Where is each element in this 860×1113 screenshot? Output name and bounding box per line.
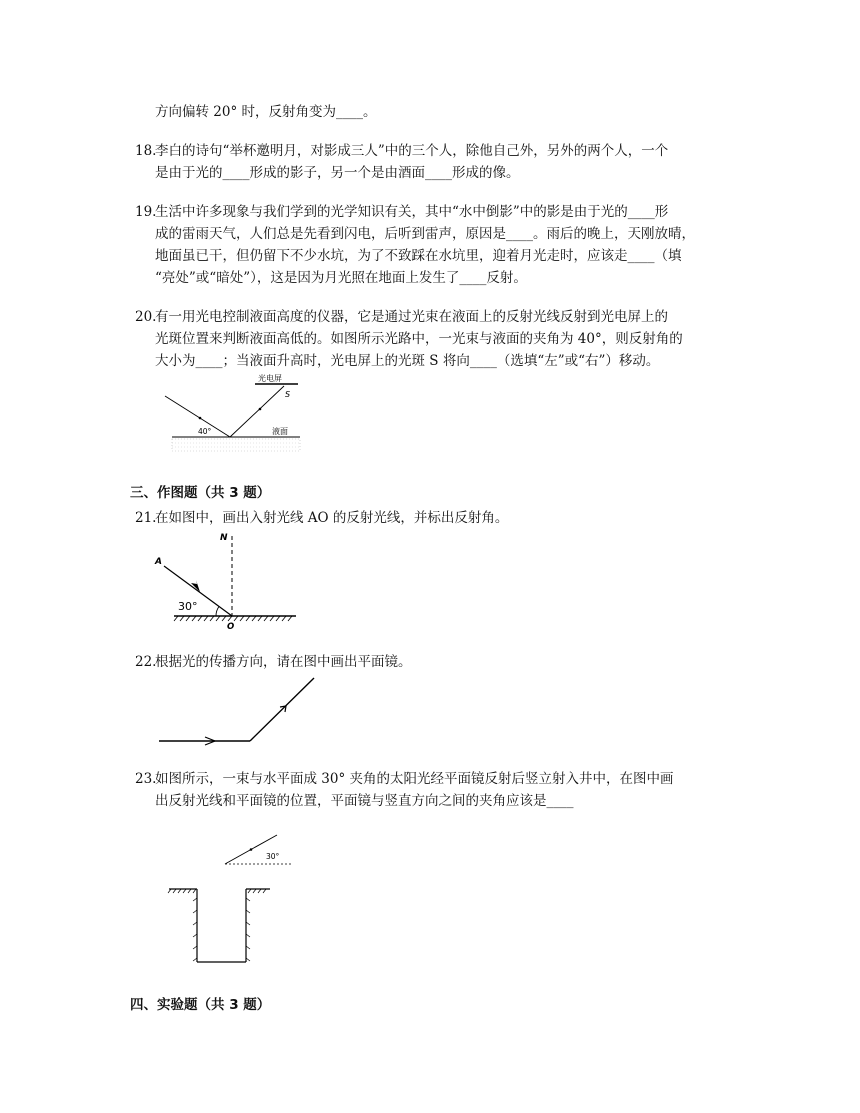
incident-ray-ao [164,566,232,616]
q21-text: 在如图中，画出入射光线 AO 的反射光线，并标出反射角。 [155,510,509,526]
angle-30-label: 30° [266,852,280,861]
liquid-body [172,439,300,451]
angle-30-label: 30° [178,600,198,613]
q20-number: 20. [135,309,157,325]
o-label: O [227,622,235,632]
q22-text: 根据光的传播方向，请在图中画出平面镜。 [155,654,412,670]
q18-line-1: 李白的诗句“举杯邀明月，对影成三人”中的三个人，除他自己外，另外的两个人，一个 [155,143,669,159]
well [168,889,270,962]
angle-arc [216,607,219,617]
q21-number: 21. [135,510,157,526]
angle-40-label: 40° [198,427,212,436]
q19-number: 19. [135,204,157,220]
q19-line-2: 成的雷雨天气，人们总是先看到闪电，后听到雷声，原因是____。雨后的晚上，天刚放晴， [155,226,695,242]
photo-screen-label: 光电屏 [258,374,282,383]
q22-number: 22. [135,654,157,670]
q20-line-2: 光斑位置来判断液面高低的。如图所示光路中，一光束与液面的夹角为 40°，则反射角的 [155,331,683,347]
q19-line-4: “亮处”或“暗处”），这是因为月光照在地面上发生了____反射。 [155,270,527,286]
liquid-surface-label: 液面 [272,427,288,436]
section-4-heading: 四、实验题（共 3 题） [130,997,271,1013]
q21-figure [150,530,310,630]
q23-number: 23. [135,771,157,787]
q18-line-2: 是由于光的____形成的影子，另一个是由酒面____形成的像。 [155,165,520,181]
ray-arrow-dot-2 [259,408,262,411]
q17-tail-line: 方向偏转 20° 时，反射角变为____。 [155,104,377,120]
spot-s-label: S [285,390,291,399]
q20-figure [160,372,310,458]
q20-line-3: 大小为____；当液面升高时，光电屏上的光斑 S 将向____（选填“左”或“右”）移动。 [155,353,660,369]
q19-line-1: 生活中许多现象与我们学到的光学知识有关，其中“水中倒影”中的影是由于光的____形 [155,204,669,220]
ray-arrow-icon [191,580,200,592]
section-3-heading: 三、作图题（共 3 题） [130,485,271,501]
ray-arrow-dot-1 [199,417,202,420]
ray-arrow-dot [250,848,253,851]
q23-line-2: 出反射光线和平面镜的位置，平面镜与竖直方向之间的夹角应该是____ [155,793,574,809]
mirror-hatching [174,616,292,621]
q23-line-1: 如图所示，一束与水平面成 30° 夹角的太阳光经平面镜反射后竖立射入井中，在图中画 [155,771,674,787]
outgoing-ray [250,678,314,741]
q20-line-1: 有一用光电控制液面高度的仪器，它是通过光束在液面上的反射光线反射到光电屏上的 [155,309,668,325]
q22-figure [155,672,325,752]
a-label: A [155,557,162,567]
n-label: N [220,533,228,543]
q19-line-3: 地面虽已干，但仍留下不少水坑，为了不致踩在水坑里，迎着月光走时，应该走____（填 [155,248,682,264]
q18-number: 18. [135,143,157,159]
q23-figure [165,828,305,973]
